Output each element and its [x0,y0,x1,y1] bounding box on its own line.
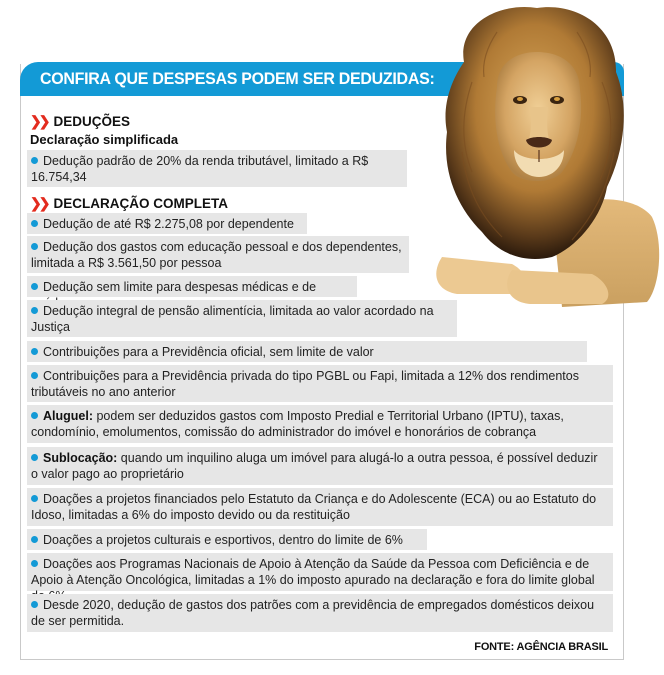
bullet-icon [31,560,38,567]
bullet-icon [31,495,38,502]
bullet-icon [31,348,38,355]
bullet-icon [31,283,38,290]
bullet-icon [31,454,38,461]
list-item: Doações a projetos culturais e esportivos, dentro do limite de 6% [27,529,427,550]
bullet-icon [31,220,38,227]
bullet-icon [31,157,38,164]
list-item: Dedução dos gastos com educação pessoal e dos dependentes, limitada a R$ 3.561,50 por pessoa [27,236,409,273]
lion-illustration [402,2,664,320]
section-completa [30,195,228,212]
bullet-icon [31,536,38,543]
list-item: Contribuições para a Previdência privada do tipo PGBL ou Fapi, limitada a 12% dos rendimentos tributáveis no ano anterior [27,365,613,402]
bullet-icon [31,601,38,608]
list-item: Dedução integral de pensão alimentícia, limitada ao valor acordado na Justiça [27,300,457,337]
list-item: Dedução padrão de 20% da renda tributável, limitado a R$ 16.754,34 [27,150,407,187]
list-item: Aluguel: podem ser deduzidos gastos com Imposto Predial e Territorial Urbano (IPTU), taxas, condomínio, emolumentos, comissão do administrador do imóvel e honorários de cobrança [27,405,613,443]
list-item: Contribuições para a Previdência oficial, sem limite de valor [27,341,587,362]
header-title: CONFIRA QUE DESPESAS PODEM SER DEDUZIDAS: [40,69,435,88]
bullet-icon [31,412,38,419]
chevron-right-icon: ❯❯ [30,113,48,129]
list-item: Dedução sem limite para despesas médicas e de [27,276,357,297]
section-deducoes-title: DEDUÇÕES [53,114,130,129]
declaracao-simplificada-title: Declaração simplificada [30,132,179,147]
chevron-right-icon: ❯❯ [30,195,48,211]
list-item: Desde 2020, dedução de gastos dos patrões com a previdência de empregados domésticos deixou de ser permitida. [27,594,613,632]
bullet-icon [31,307,38,314]
list-item: Doações aos Programas Nacionais de Apoio à Atenção da Saúde da Pessoa com Deficiência e de Apoio à Atenção Oncológica, limitadas a 1% do imposto apurado na declaração e fora do limite global [27,553,613,591]
section-deducoes [30,113,130,130]
bullet-icon [31,243,38,250]
list-item: Doações a projetos financiados pelo Estatuto da Criança e do Adolescente (ECA) ou ao Estatuto do Idoso, limitadas a 6% do imposto devido ou da restituição [27,488,613,526]
bullet-icon [31,372,38,379]
list-item: Dedução de até R$ 2.275,08 por dependente [27,213,307,234]
section-completa-title: DECLARAÇÃO COMPLETA [53,196,228,211]
list-item: Sublocação: quando um inquilino aluga um imóvel para alugá-lo a outra pessoa, é possível deduzir o valor pago ao proprietário [27,447,613,485]
source-credit: FONTE: AGÊNCIA BRASIL [474,641,608,653]
